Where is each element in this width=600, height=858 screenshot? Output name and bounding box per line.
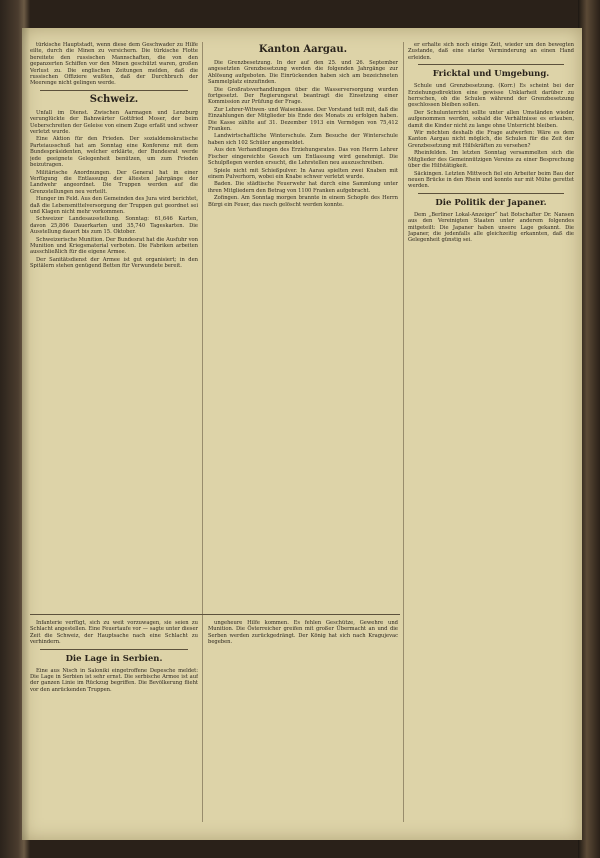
aargau-para: Die Großratsverhandlungen über die Wasserversorgung wurden fortgesetzt. Der Regierungsrat beantragt die Einsetzung einer Kommission zur Prüfung der Frage. <box>208 86 398 106</box>
schweiz-para: Schweizerische Munition. Der Bundesrat hat die Ausfuhr von Munition und Kriegsmaterial verboten. Die Fabriken arbeiten ausschließlich für die eigene Armee. <box>30 236 198 256</box>
divider <box>40 649 188 650</box>
fricktal-para: Der Schulunterricht sollte unter allen Umständen wieder aufgenommen werden, sobald die Verhältnisse es erlauben, damit die Kinder nicht zu lange ohne Unterricht bleiben. <box>408 109 574 129</box>
schweiz-para: Der Sanitätsdienst der Armee ist gut organisiert; in den Spitälern stehen genügend Betten für Verwundete bereit. <box>30 256 198 270</box>
aargau-para: Aus den Verhandlungen des Erziehungsrates. Das von Herrn Lehrer Fischer eingereichte Gesuch um Entlassung wird genehmigt. Die Schulpflegen werden ersucht, die Lehrstellen neu auszuschreiben. <box>208 147 398 167</box>
japan-text: Dem „Berliner Lokal-Anzeiger“ hat Botschafter Dr. Nansen aus den Vereinigten Staaten unter anderem folgendes mitgeteilt: Die Japaner haben unsere Lage gekannt. Die Japaner, die jedenfalls alle gleichzeitig erkannten, daß die Gelegenheit günstig sei. <box>408 211 574 244</box>
bottom-left-column <box>30 620 198 834</box>
divider <box>418 64 564 65</box>
column-rule <box>202 42 203 822</box>
aargau-para: Baden. Die städtische Feuerwehr hat durch eine Sammlung unter ihren Mitgliedern den Betrag von 1100 Franken aufgebracht. <box>208 181 398 194</box>
aargau-heading: Kanton Aargau. <box>258 44 348 55</box>
page-fold-shadow <box>22 28 30 840</box>
divider <box>40 90 188 91</box>
schweiz-para: Unfall im Dienst. Zwischen Aarmagen und Lenzburg verunglückte der Bahnwärter Gottfried Moser, der beim Ueberschreiten der Geleise von einem Zuge erfaßt und schwer verletzt wurde. <box>30 109 198 136</box>
bottom-middle-column <box>208 620 398 834</box>
divider <box>418 193 564 194</box>
section-divider <box>30 614 400 615</box>
fricktal-heading: Fricktal und Umgebung. <box>432 69 550 80</box>
column-right <box>408 42 574 822</box>
schweiz-para: Eine Aktion für den Frieden. Der sozialdemokratische Parteiausschuß hat am Sonntag eine Konferenz mit dem Bundespräsidenten, welcher erklärte, der Bundesrat werde jede geeignete Gelegenheit benützen, um zum Frieden beizutragen. <box>30 136 198 169</box>
column-left <box>30 42 198 612</box>
bottom-middle-text: ungeheure Hilfe kommen. Es fehlen Geschütze, Gewehre und Munition. Die Österreicher greifen mit großer Übermacht an und die Serben werden zurückgedrängt. Der König hat sich nach Kragujevac begeben. <box>208 620 398 646</box>
column-rule <box>403 42 404 822</box>
newspaper-page <box>22 28 582 840</box>
schweiz-para: Hunger im Feld. Aus den Gemeinden des Jura wird berichtet, daß die Lebensmittelversorgung der Truppen gut geordnet sei und Klagen nicht mehr vorkommen. <box>30 196 198 215</box>
right-top-text: er erhalte sich noch einige Zeit, wieder um den bewegten Zustande, daß eine starke Verminderung an einen Hand erleiden. <box>408 42 574 61</box>
aargau-para: Zofingen. Am Sonntag morgen brannte in einem Schopfe des Herrn Bürgi ein Feuer, das rasch gelöscht werden konnte. <box>208 195 398 208</box>
schweiz-para: Militärische Anordnungen. Der General hat in einer Verfügung die Entlassung der ältesten Jahrgänge der Landwehr angeordnet. Die Truppen werden auf die Grenzstellungen neu verteilt. <box>30 169 198 195</box>
aargau-para: Zur Lehrer-Witwen- und Waisenkasse. Der Vorstand teilt mit, daß die Einzahlungen der Mitglieder bis Ende des Monats zu erfolgen haben. Die Kasse zählte auf 31. Dezember 1913 ein Vermögen von 75,412 Franken. <box>208 106 398 133</box>
japan-heading: Die Politik der Japaner. <box>435 197 547 208</box>
aargau-para: Landwirtschaftliche Winterschule. Zum Besuche der Winterschule haben sich 102 Schüler angemeldet. <box>208 133 398 146</box>
serbien-text: Eine aus Nisch in Saloniki eingetroffene Depesche meldet: Die Lage in Serbien ist sehr ernst. Die serbische Armee ist auf der ganzen Linie im Rückzug begriffen. Die Bevölkerung flieht vor den anrückenden Truppen. <box>30 667 198 693</box>
aargau-para: Spiele nicht mit Schießpulver. In Aarau spielten zwei Knaben mit einem Pulverhorn, wobei ein Knabe schwer verletzt wurde. <box>208 167 398 180</box>
aargau-para: Die Grenzbesetzung. In der auf den 25. und 26. September angesetzten Grenzbesetzung werden die folgenden Jahrgänge zur Ablösung aufgeboten. Die Einrückenden haben sich am bezeichneten Sammelplatz einzufinden. <box>208 60 398 86</box>
fricktal-para: Rheinfelden. Im letzten Sonntag versammelten sich die Mitglieder des Gemeinnützigen Vereins zu einer Besprechung über die Hilfstätigkeit. <box>408 150 574 170</box>
fricktal-para: Säckingen. Letzten Mittwoch fiel ein Arbeiter beim Bau der neuen Brücke in den Rhein und konnte nur mit Mühe gerettet werden. <box>408 170 574 190</box>
fricktal-para: Wir möchten deshalb die Frage aufwerfen: Wäre es dem Kanton Aargau nicht möglich, die Schulen für die Zeit der Grenzbesetzung mit Hilfskräften zu versehen? <box>408 130 574 149</box>
bottom-left-text: Infanterie verfügt, sich zu weit vorzuwagen, sie seien zu Schlacht angestellen. Eine Feuertaufe vor — sagte unter dieser Zeit die Schweiz, der Hauptsache nach eine Schlacht zu verhindern. <box>30 620 198 646</box>
schweiz-para: Schweizer Landesausstellung. Sonntag: 61,646 Karten, davon 25,806 Dauerkarten und 35,740 Tageskarten. Die Ausstellung dauert bis zum 15. Oktober. <box>30 216 198 236</box>
schweiz-heading: Schweiz. <box>89 93 139 105</box>
intro-text: türkische Hauptstadt, wenn diese dem Geschwader zu Hilfe eilte, durch die Minen zu versichern. Die türkische Flotte bereitete den russischen Mannschaften, die von den gepanzerten Schiffen vor den Minen geschützt waren, großen Verlust zu. Die englischen Zeitungen melden, daß die russischen Offiziere wußten, daß der Durchbruch der Meerenge nicht gelingen werde. <box>30 42 198 87</box>
serbien-heading: Die Lage in Serbien. <box>65 653 163 664</box>
fricktal-para: Schule und Grenzbesetzung. (Korr.) Es scheint bei der Erziehungsdirektion eine gewisse Unklarheit darüber zu herrschen, ob die Schulen während der Grenzbesetzung geschlossen bleiben sollen. <box>408 83 574 109</box>
column-middle <box>208 42 398 612</box>
